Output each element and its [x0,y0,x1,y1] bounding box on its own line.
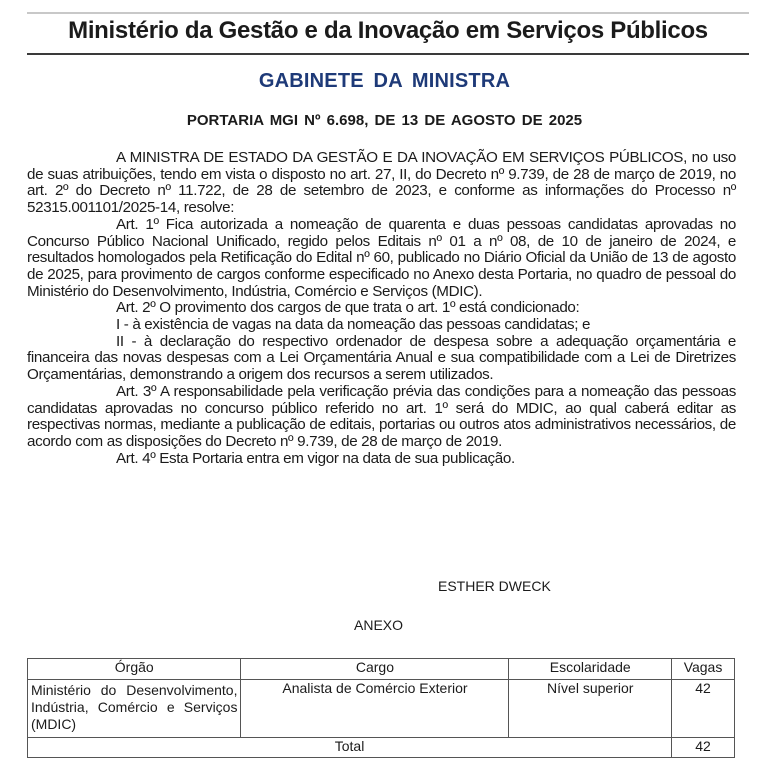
total-value: 42 [672,738,735,758]
total-label: Total [28,738,672,758]
article-2-item-ii: II - à declaração do respectivo ordenador de despesa sobre a adequação orçamentária e financeira das novas despesas com a Lei Orçamentária Anual e sua compatibilidade com a Lei de Diretrizes Orçamentárias, demonstrando a origem dos recursos a serem utilizados. [27,332,736,384]
cell-cargo: Analista de Comércio Exterior [241,680,509,738]
header-top-rule [27,12,749,14]
column-header-escolaridade: Escolaridade [509,659,672,680]
cell-vagas: 42 [672,680,735,738]
article-2-item-i: I - à existência de vagas na data da nomeação das pessoas candidatas; e [116,316,591,334]
annex-table [27,658,735,758]
ministry-title: Ministério da Gestão e da Inovação em Serviços Públicos [68,17,708,44]
article-3-paragraph: Art. 3º A responsabilidade pela verificação prévia das condições para a nomeação das pessoas candidatas aprovadas no concurso público referido no art. 1º será do MDIC, ao qual caberá editar as respectivas normas, mediante a publicação de editais, portarias ou outros atos administrativos necessários, de acordo com as disposições do Decreto nº 9.739, de 28 de março de 2019. [27,382,736,450]
article-2-paragraph: Art. 2º O provimento dos cargos de que trata o art. 1º está condicionado: [116,299,580,317]
column-header-vagas: Vagas [672,659,735,680]
portaria-title: PORTARIA MGI Nº 6.698, DE 13 DE AGOSTO DE 2025 [186,112,583,129]
preamble-paragraph: A MINISTRA DE ESTADO DA GESTÃO E DA INOVAÇÃO EM SERVIÇOS PÚBLICOS, no uso de suas atribuições, tendo em vista o disposto no art. 27, II, do Decreto nº 9.739, de 28 de março de 2019, no art. 2º do Decreto nº 11.722, de 28 de setembro de 2023, e conforme as informações do Processo nº 52315.001101/2025-14, resolve: [27,149,736,217]
column-header-cargo: Cargo [241,659,509,680]
annex-title: ANEXO [354,617,404,633]
table-header-row [28,659,735,680]
table-row [28,680,735,738]
cabinet-heading: GABINETE DA MINISTRA [258,70,511,92]
portaria-body [27,150,736,467]
article-1-paragraph: Art. 1º Fica autorizada a nomeação de quarenta e duas pessoas candidatas aprovadas no Concurso Público Nacional Unificado, regido pelos Editais nº 01 a nº 08, de 10 de janeiro de 2024, e resultados homologados pela Retificação do Edital nº 60, publicado no Diário Oficial da União de 13 de agosto de 2025, para provimento de cargos conforme especificado no Anexo desta Portaria, no quadro de pessoal do Ministério do Desenvolvimento, Indústria, Comércio e Serviços (MDIC). [27,215,736,300]
cell-orgao: Ministério do Desenvolvimento, Indústria, Comércio e Serviços (MDIC) [28,680,241,738]
cell-escolaridade: Nível superior [509,680,672,738]
column-header-orgao: Órgão [28,659,241,680]
header-bottom-rule [27,53,749,55]
signature-name: ESTHER DWECK [438,578,551,594]
table-total-row [28,738,735,758]
article-4-paragraph: Art. 4º Esta Portaria entra em vigor na data de sua publicação. [116,449,515,467]
